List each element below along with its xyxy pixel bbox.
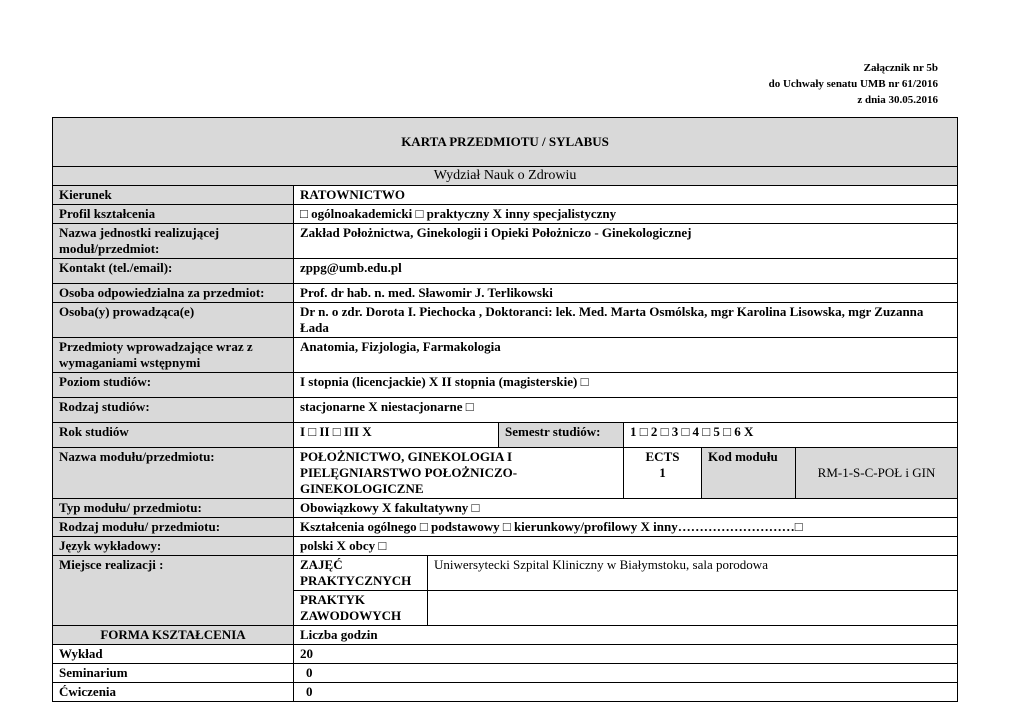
kod-value: RM-1-S-C-POŁ i GIN [796,448,958,499]
forma-label: FORMA KSZTAŁCENIA [53,626,294,645]
forma-item-name: Ćwiczenia [53,683,294,702]
odpowiedzialna-value: Prof. dr hab. n. med. Sławomir J. Terlikowski [294,284,958,303]
rodzaj-modulu-value: Kształcenia ogólnego □ podstawowy □ kierunkowy/profilowy X inny………………………□ [294,518,958,537]
miejsce-label: Miejsce realizacji : [53,556,294,626]
rodzaj-modulu-label: Rodzaj modułu/ przedmiotu: [53,518,294,537]
prowadzaca-value: Dr n. o zdr. Dorota I. Piechocka , Doktoranci: lek. Med. Marta Osmólska, mgr Karolina Lisowska, mgr Zuzanna Łada [294,303,958,338]
ects-label: ECTS [645,449,680,464]
annex-note [769,60,938,108]
faculty-name: Wydział Nauk o Zdrowiu [53,167,958,186]
typ-value: Obowiązkowy X fakultatywny □ [294,499,958,518]
annex-line-2: do Uchwały senatu UMB nr 61/2016 [768,78,938,90]
zajec-label: ZAJĘĆ PRAKTYCZNYCH [294,556,428,591]
jednostka-value: Zakład Położnictwa, Ginekologii i Opieki Położniczo - Ginekologicznej [294,224,958,259]
annex-line-3: z dnia 30.05.2016 [857,94,938,106]
annex-line-1: Załącznik nr 5b [863,62,938,74]
syllabus-table [52,117,958,702]
forma-item-hours: 0 [294,683,958,702]
rok-value: I □ II □ III X [294,423,499,448]
jednostka-label: Nazwa jednostki realizującej moduł/przedmiot: [53,224,294,259]
semestr-value: 1 □ 2 □ 3 □ 4 □ 5 □ 6 X [624,423,958,448]
semestr-label: Semestr studiów: [499,423,624,448]
profil-label: Profil kształcenia [53,205,294,224]
forma-item-name: Wykład [53,645,294,664]
wprowadzajace-label: Przedmioty wprowadzające wraz z wymaganiami wstępnymi [53,338,294,373]
wprowadzajace-value: Anatomia, Fizjologia, Farmakologia [294,338,958,373]
forma-item-name: Seminarium [53,664,294,683]
kontakt-label: Kontakt (tel./email): [53,259,294,284]
document-title: KARTA PRZEDMIOTU / SYLABUS [53,118,958,167]
rodzaj-label: Rodzaj studiów: [53,398,294,423]
ects-value: 1 [659,465,666,480]
jezyk-value: polski X obcy □ [294,537,958,556]
rodzaj-value: stacjonarne X niestacjonarne □ [294,398,958,423]
jezyk-label: Język wykładowy: [53,537,294,556]
forma-item-hours: 0 [294,664,958,683]
rok-label: Rok studiów [53,423,294,448]
prowadzaca-label: Osoba(y) prowadząca(e) [53,303,294,338]
modul-label: Nazwa modułu/przedmiotu: [53,448,294,499]
profil-value: □ ogólnoakademicki □ praktyczny X inny specjalistyczny [294,205,958,224]
hours-label: Liczba godzin [294,626,958,645]
kierunek-value: RATOWNICTWO [294,186,958,205]
poziom-label: Poziom studiów: [53,373,294,398]
ects-cell [624,448,702,499]
praktyk-label: PRAKTYK ZAWODOWYCH [294,591,428,626]
typ-label: Typ modułu/ przedmiotu: [53,499,294,518]
modul-value: POŁOŻNICTWO, GINEKOLOGIA I PIELĘGNIARSTWO POŁOŻNICZO-GINEKOLOGICZNE [294,448,624,499]
odpowiedzialna-label: Osoba odpowiedzialna za przedmiot: [53,284,294,303]
kierunek-label: Kierunek [53,186,294,205]
kontakt-value: zppg@umb.edu.pl [294,259,958,284]
zajec-value: Uniwersytecki Szpital Kliniczny w Białymstoku, sala porodowa [428,556,958,591]
praktyk-value [428,591,958,626]
forma-item-hours: 20 [294,645,958,664]
poziom-value: I stopnia (licencjackie) X II stopnia (magisterskie) □ [294,373,958,398]
kod-label: Kod modułu [702,448,796,499]
